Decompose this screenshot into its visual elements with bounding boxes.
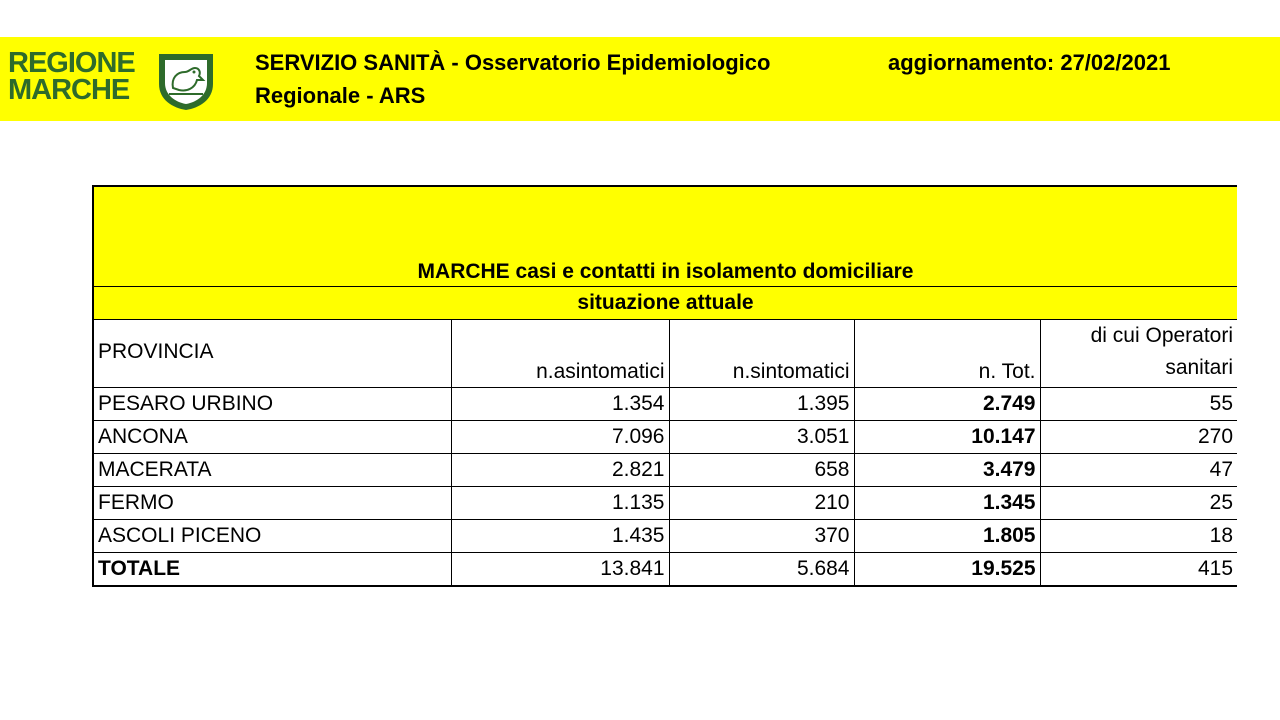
- cell-provincia: FERMO: [93, 487, 451, 520]
- cell-sintomatici: 370: [669, 520, 854, 553]
- cell-operatori: 270: [1040, 421, 1237, 454]
- cell-sintomatici: 210: [669, 487, 854, 520]
- cell-totale: 1.805: [854, 520, 1040, 553]
- cell-operatori: 18: [1040, 520, 1237, 553]
- isolation-table: [92, 185, 1237, 587]
- table-row: [93, 520, 1237, 553]
- cell-totale: 1.345: [854, 487, 1040, 520]
- column-header-row: [93, 320, 1237, 388]
- col-header-sintomatici: n.sintomatici: [669, 320, 854, 388]
- logo-line-2: MARCHE: [8, 74, 130, 106]
- col-header-totale: n. Tot.: [854, 320, 1040, 388]
- cell-sintomatici: 658: [669, 454, 854, 487]
- cell-asintomatici: 1.354: [451, 388, 669, 421]
- cell-asintomatici: 2.821: [451, 454, 669, 487]
- cell-asintomatici: 13.841: [451, 553, 669, 587]
- cell-asintomatici: 1.135: [451, 487, 669, 520]
- col-header-asintomatici: n.asintomatici: [451, 320, 669, 388]
- cell-totale: 10.147: [854, 421, 1040, 454]
- cell-operatori: 47: [1040, 454, 1237, 487]
- cell-provincia: TOTALE: [93, 553, 451, 587]
- col-header-provincia: PROVINCIA: [93, 320, 451, 388]
- table-title: MARCHE casi e contatti in isolamento domiciliare: [93, 186, 1237, 287]
- col-header-operatori-text: di cui Operatori sanitari: [1090, 324, 1234, 379]
- region-shield-icon: [155, 50, 217, 112]
- cell-asintomatici: 7.096: [451, 421, 669, 454]
- logo-line-1: REGIONE: [8, 47, 135, 79]
- table-row: [93, 487, 1237, 520]
- cell-totale: 19.525: [854, 553, 1040, 587]
- cell-totale: 3.479: [854, 454, 1040, 487]
- cell-sintomatici: 1.395: [669, 388, 854, 421]
- cell-provincia: ANCONA: [93, 421, 451, 454]
- table-row: [93, 454, 1237, 487]
- col-header-operatori: [1040, 320, 1237, 388]
- cell-operatori: 25: [1040, 487, 1237, 520]
- table-total-row: [93, 553, 1237, 587]
- page-title: SERVIZIO SANITÀ - Osservatorio Epidemiologico Regionale - ARS: [255, 50, 771, 108]
- cell-provincia: PESARO URBINO: [93, 388, 451, 421]
- table-row: [93, 421, 1237, 454]
- cell-operatori: 415: [1040, 553, 1237, 587]
- cell-provincia: ASCOLI PICENO: [93, 520, 451, 553]
- update-date: aggiornamento: 27/02/2021: [888, 50, 1171, 75]
- cell-totale: 2.749: [854, 388, 1040, 421]
- cell-asintomatici: 1.435: [451, 520, 669, 553]
- table-row: [93, 388, 1237, 421]
- cell-operatori: 55: [1040, 388, 1237, 421]
- table-subtitle: situazione attuale: [93, 287, 1237, 320]
- cell-sintomatici: 3.051: [669, 421, 854, 454]
- cell-provincia: MACERATA: [93, 454, 451, 487]
- cell-sintomatici: 5.684: [669, 553, 854, 587]
- region-logo-text: [8, 47, 135, 106]
